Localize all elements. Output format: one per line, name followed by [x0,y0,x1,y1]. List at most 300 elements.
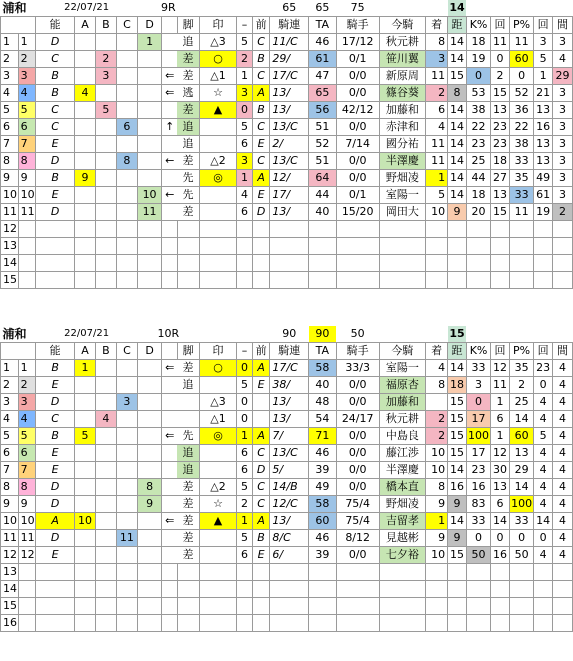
count-2: 3 [534,34,553,51]
interval: 3 [552,136,572,153]
jockey-name: 七夕裕 [379,547,425,564]
mark-num: 3 [237,85,252,102]
mark-num: 5 [237,479,252,496]
index-d [137,377,161,394]
jockey-stat: 0/0 [336,479,379,496]
horse-row[interactable] [1,85,573,102]
empty-cell [270,581,309,598]
horse-row[interactable] [1,51,573,68]
index-a: 1 [74,360,95,377]
jockey-conn: 17/ [270,187,309,204]
empty-cell [199,598,237,615]
empty-cell [162,238,177,255]
empty-cell [426,272,448,289]
empty-cell [95,272,116,289]
index-d [137,68,161,85]
finish: 4 [426,360,448,377]
row-no: 14 [1,255,19,272]
race-info-row [1,326,573,343]
empty-cell [448,598,467,615]
jockey-name: 笹川翼 [379,51,425,68]
horse-row[interactable] [1,547,573,564]
interval: 4 [552,513,572,530]
k-percent: 33 [466,360,490,377]
empty-cell [448,581,467,598]
index-b [95,85,116,102]
leg-type: 差 [177,102,199,119]
empty-cell [466,221,490,238]
index-c: 6 [116,119,137,136]
top-ta: 65 [315,1,330,14]
distance: 14 [448,136,467,153]
mark-num: 5 [237,377,252,394]
empty-cell [534,255,553,272]
jockey-stat: 0/0 [336,377,379,394]
ta-value: 54 [309,411,337,428]
p-percent: 22 [509,119,533,136]
index-c [116,377,137,394]
count-2: 5 [534,51,553,68]
leg-type: 追 [177,445,199,462]
empty-cell [18,598,36,615]
horse-no: 10 [1,513,19,530]
count-1: 27 [491,170,510,187]
horse-no: 3 [1,394,19,411]
empty-cell [552,615,572,632]
empty-row [1,598,573,615]
empty-cell [270,598,309,615]
index-c [116,411,137,428]
horse-row[interactable] [1,411,573,428]
index-b [95,377,116,394]
k-percent: 38 [466,102,490,119]
empty-cell [36,238,75,255]
leg-type: 追 [177,462,199,479]
row-no: 15 [1,272,19,289]
horse-no: 11 [1,204,19,221]
empty-cell [116,238,137,255]
horse-no: 9 [1,170,19,187]
arrow-mark [162,204,177,221]
k-percent: 53 [466,85,490,102]
rank-cell: D [36,479,75,496]
horse-row[interactable] [1,462,573,479]
finish: 3 [426,51,448,68]
index-b [95,513,116,530]
empty-cell [448,564,467,581]
col-header: 前 [252,17,270,34]
empty-cell [336,598,379,615]
distance: 14 [448,51,467,68]
count-2: 21 [534,85,553,102]
empty-cell [509,255,533,272]
count-2: 13 [534,153,553,170]
empty-cell [237,615,252,632]
p-percent: 33 [509,513,533,530]
empty-cell [237,238,252,255]
index-a [74,411,95,428]
empty-cell [534,581,553,598]
horse-no: 12 [1,547,19,564]
prev-rank: E [252,187,270,204]
race-date: 22/07/21 [64,2,110,13]
jockey-name: 野畑凌 [379,170,425,187]
top-dist: 15 [448,326,467,343]
distance: 9 [448,530,467,547]
k-percent: 3 [466,377,490,394]
empty-cell [18,564,36,581]
empty-cell [137,272,161,289]
p-percent: 52 [509,85,533,102]
finish: 11 [426,153,448,170]
horse-row[interactable] [1,496,573,513]
interval: 2 [552,204,572,221]
leg-type [177,394,199,411]
race-sheet-0 [0,0,573,289]
empty-cell [95,255,116,272]
index-a [74,68,95,85]
col-header: 着 [426,343,448,360]
track-name: 浦和 [2,327,27,341]
waku-no: 4 [18,85,36,102]
empty-cell [252,615,270,632]
leg-type: 差 [177,360,199,377]
empty-cell [162,255,177,272]
waku-no: 9 [18,496,36,513]
distance: 15 [448,547,467,564]
arrow-mark [162,170,177,187]
leg-type: 差 [177,547,199,564]
horse-no: 3 [1,68,19,85]
ta-value: 39 [309,547,337,564]
horse-row[interactable] [1,102,573,119]
horse-row[interactable] [1,428,573,445]
count-2: 4 [534,394,553,411]
horse-row[interactable] [1,445,573,462]
index-b [95,479,116,496]
ta-value: 47 [309,68,337,85]
jockey-stat: 0/0 [336,428,379,445]
count-1: 13 [491,479,510,496]
empty-cell [18,615,36,632]
leg-type: 追 [177,119,199,136]
index-a [74,479,95,496]
horse-row[interactable] [1,170,573,187]
interval: 4 [552,360,572,377]
empty-cell [448,615,467,632]
jockey-stat: 24/17 [336,411,379,428]
index-b [95,462,116,479]
mark-num: 6 [237,445,252,462]
distance: 14 [448,360,467,377]
p-percent: 0 [509,530,533,547]
index-a [74,136,95,153]
interval: 4 [552,530,572,547]
col-header-arrow [162,343,177,360]
index-d: 10 [137,187,161,204]
empty-cell [95,564,116,581]
index-d [137,85,161,102]
horse-row[interactable] [1,136,573,153]
index-a: 5 [74,428,95,445]
index-a [74,394,95,411]
col-header: 今騎 [379,17,425,34]
finish: 9 [426,496,448,513]
count-1: 13 [491,187,510,204]
empty-cell [74,221,95,238]
horse-row[interactable] [1,513,573,530]
index-d [137,119,161,136]
prev-rank: D [252,204,270,221]
jockey-stat: 0/0 [336,68,379,85]
mark-num: 6 [237,136,252,153]
empty-cell [116,221,137,238]
ta-value: 64 [309,170,337,187]
prev-rank: B [252,102,270,119]
index-d [137,360,161,377]
empty-cell [36,255,75,272]
prediction-mark [199,547,237,564]
distance: 14 [448,102,467,119]
empty-cell [552,255,572,272]
race-number: 9R [161,1,176,14]
rank-cell: B [36,170,75,187]
horse-row[interactable] [1,479,573,496]
race-sheet-1 [0,326,573,632]
empty-cell [379,615,425,632]
index-d [137,530,161,547]
jockey-conn: 14/B [270,479,309,496]
empty-row [1,221,573,238]
mark-num: 6 [237,462,252,479]
jockey-stat: 0/0 [336,462,379,479]
empty-cell [309,238,337,255]
horse-no: 1 [1,34,19,51]
jockey-conn: 13/ [270,513,309,530]
interval: 4 [552,462,572,479]
count-2: 4 [534,445,553,462]
horse-no: 8 [1,153,19,170]
col-header: 距 [448,17,467,34]
col-header: D [137,17,161,34]
rank-cell: C [36,411,75,428]
index-b: 5 [95,102,116,119]
p-percent: 33 [509,153,533,170]
horse-row[interactable] [1,153,573,170]
finish: 10 [426,462,448,479]
p-percent: 60 [509,428,533,445]
count-1: 12 [491,445,510,462]
empty-cell [379,221,425,238]
p-percent: 38 [509,136,533,153]
empty-cell [177,598,199,615]
rank-cell: B [36,85,75,102]
jockey-stat: 0/0 [336,547,379,564]
distance: 14 [448,513,467,530]
index-d [137,547,161,564]
horse-no: 7 [1,136,19,153]
empty-cell [95,581,116,598]
leg-type: 差 [177,204,199,221]
top-jockey-conn: 65 [282,1,297,14]
jockey-conn: 17/C [270,68,309,85]
empty-cell [491,238,510,255]
index-c [116,445,137,462]
row-no: 12 [1,221,19,238]
prev-rank: E [252,547,270,564]
prev-rank: C [252,496,270,513]
blank [466,326,572,343]
index-a [74,462,95,479]
jockey-name: 中島良 [379,428,425,445]
jockey-stat: 0/0 [336,153,379,170]
prev-rank: C [252,445,270,462]
empty-cell [252,255,270,272]
k-percent: 17 [466,445,490,462]
col-header: 騎連 [270,17,309,34]
empty-cell [252,238,270,255]
distance: 18 [448,377,467,394]
index-d [137,513,161,530]
top-jockey-conn: 90 [282,327,297,340]
horse-row[interactable] [1,377,573,394]
empty-cell [199,255,237,272]
horse-no: 10 [1,187,19,204]
empty-cell [137,255,161,272]
index-b: 3 [95,68,116,85]
k-percent: 18 [466,34,490,51]
jockey-conn: 11/C [270,34,309,51]
count-2: 4 [534,411,553,428]
col-header: P% [509,17,533,34]
horse-row[interactable] [1,119,573,136]
empty-cell [509,615,533,632]
col-header: A [74,17,95,34]
empty-cell [177,255,199,272]
k-percent: 44 [466,170,490,187]
col-header: 能 [36,343,75,360]
jockey-conn: 6/ [270,547,309,564]
horse-row[interactable] [1,530,573,547]
empty-cell [509,238,533,255]
index-c [116,204,137,221]
empty-cell [252,272,270,289]
empty-cell [509,564,533,581]
count-1: 1 [491,394,510,411]
interval: 29 [552,68,572,85]
ta-value: 51 [309,153,337,170]
mark-num: 0 [237,411,252,428]
index-d [137,411,161,428]
finish: 9 [426,530,448,547]
leg-type: 差 [177,496,199,513]
ta-value: 61 [309,51,337,68]
col-header: – [237,17,252,34]
horse-no: 8 [1,479,19,496]
horse-no: 4 [1,85,19,102]
empty-cell [137,581,161,598]
row-no: 13 [1,564,19,581]
horse-row[interactable] [1,187,573,204]
finish: 1 [426,513,448,530]
finish: 5 [426,187,448,204]
waku-no: 1 [18,34,36,51]
empty-cell [199,581,237,598]
prediction-mark: ○ [199,360,237,377]
empty-cell [448,221,467,238]
waku-no: 3 [18,394,36,411]
col-blank [1,343,36,360]
horse-row[interactable] [1,360,573,377]
empty-cell [137,615,161,632]
count-1: 11 [491,377,510,394]
index-c [116,462,137,479]
prediction-mark: ▲ [199,102,237,119]
horse-no: 2 [1,377,19,394]
rank-cell: D [36,530,75,547]
jockey-conn: 12/ [270,170,309,187]
empty-cell [36,615,75,632]
distance: 15 [448,428,467,445]
empty-cell [36,598,75,615]
arrow-mark [162,530,177,547]
index-c [116,479,137,496]
finish: 2 [426,428,448,445]
empty-cell [552,272,572,289]
arrow-mark [162,547,177,564]
interval: 4 [552,547,572,564]
waku-no: 12 [18,547,36,564]
ta-value: 49 [309,479,337,496]
blank [466,0,572,17]
finish: 6 [426,102,448,119]
jockey-stat: 75/4 [336,496,379,513]
index-c [116,187,137,204]
empty-cell [74,615,95,632]
blank [379,0,447,17]
jockey-name: 見越彬 [379,530,425,547]
count-1: 14 [491,513,510,530]
row-no: 16 [1,615,19,632]
race-table [0,0,573,289]
empty-cell [426,564,448,581]
index-a [74,547,95,564]
horse-row[interactable] [1,34,573,51]
top-ta: 90 [309,326,337,343]
empty-cell [534,221,553,238]
col-header: A [74,343,95,360]
empty-cell [137,238,161,255]
empty-cell [199,615,237,632]
jockey-stat: 75/4 [336,513,379,530]
horse-row[interactable] [1,68,573,85]
empty-cell [74,564,95,581]
col-header: 前 [252,343,270,360]
ta-value: 40 [309,204,337,221]
jockey-name: 秋元耕 [379,34,425,51]
horse-row[interactable] [1,204,573,221]
horse-row[interactable] [1,394,573,411]
empty-cell [177,615,199,632]
prev-rank: C [252,68,270,85]
count-1: 12 [491,360,510,377]
interval: 4 [552,394,572,411]
count-2: 49 [534,170,553,187]
rank-cell: D [36,153,75,170]
col-header: 騎手 [336,17,379,34]
count-2: 16 [534,119,553,136]
track-name: 浦和 [2,1,27,15]
